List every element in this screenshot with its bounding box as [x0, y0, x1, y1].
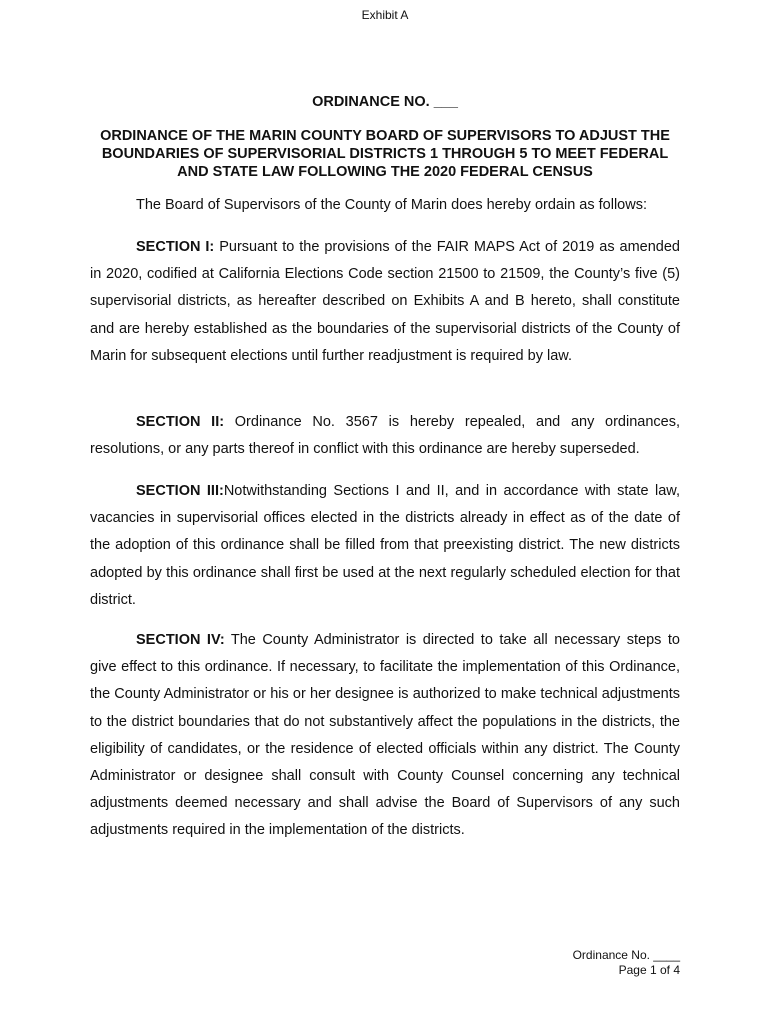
section-3-label: SECTION III:: [136, 483, 224, 499]
section-3-text: Notwithstanding Sections I and II, and in accordance with state law, vacancies in supervisorial offices elected in the districts already in effect as of the date of the adoption of this ordinance shall be filled from that preexisting district. The new districts adopted by this ordinance shall first be used at the next regularly scheduled election for that district.: [90, 483, 680, 608]
section-2-label: SECTION II:: [136, 414, 225, 430]
ordinance-number-title: ORDINANCE NO. ___: [312, 94, 458, 110]
section-2-text: Ordinance No. 3567 is hereby repealed, and any ordinances, resolutions, or any parts thereof in conflict with this ordinance are hereby superseded.: [90, 414, 680, 458]
footer-page-number: Page 1 of 4: [618, 963, 680, 977]
footer-ordinance-number: Ordinance No. ____: [572, 948, 680, 962]
intro-paragraph: The Board of Supervisors of the County of Marin does hereby ordain as follows:: [136, 197, 647, 213]
section-4-label: SECTION IV:: [136, 632, 225, 648]
ordinance-subtitle: ORDINANCE OF THE MARIN COUNTY BOARD OF SUPERVISORS TO ADJUST THE BOUNDARIES OF SUPERVISORIAL DISTRICTS 1 THROUGH 5 TO MEET FEDERAL AND STATE LAW FOLLOWING THE 2020 FEDERAL CENSUS: [100, 128, 670, 180]
section-4-paragraph: [90, 627, 680, 845]
page-footer: [573, 948, 680, 978]
exhibit-label: Exhibit A: [361, 8, 409, 22]
section-1-text: Pursuant to the provisions of the FAIR MAPS Act of 2019 as amended in 2020, codified at California Elections Code section 21500 to 21509, the County’s five (5) supervisorial districts, as hereafter described on Exhibits A and B hereto, shall constitute and are hereby established as the boundaries of the supervisorial districts of the County of Marin for subsequent elections until further readjustment is required by law.: [90, 239, 680, 364]
section-3-paragraph: [90, 478, 680, 614]
section-2-paragraph: [90, 409, 680, 463]
section-4-text: The County Administrator is directed to take all necessary steps to give effect to this ordinance. If necessary, to facilitate the implementation of this Ordinance, the County Administrator or his or her designee is authorized to make technical adjustments to the district boundaries that do not substantively affect the populations in the districts, the eligibility of candidates, or the residence of elected officials within any district. The County Administrator or designee shall consult with County Counsel concerning any technical adjustments deemed necessary and shall advise the Board of Supervisors of any such adjustments required in the implementation of the districts.: [90, 632, 680, 839]
section-1-paragraph: [90, 234, 680, 370]
section-1-label: SECTION I:: [136, 239, 215, 255]
